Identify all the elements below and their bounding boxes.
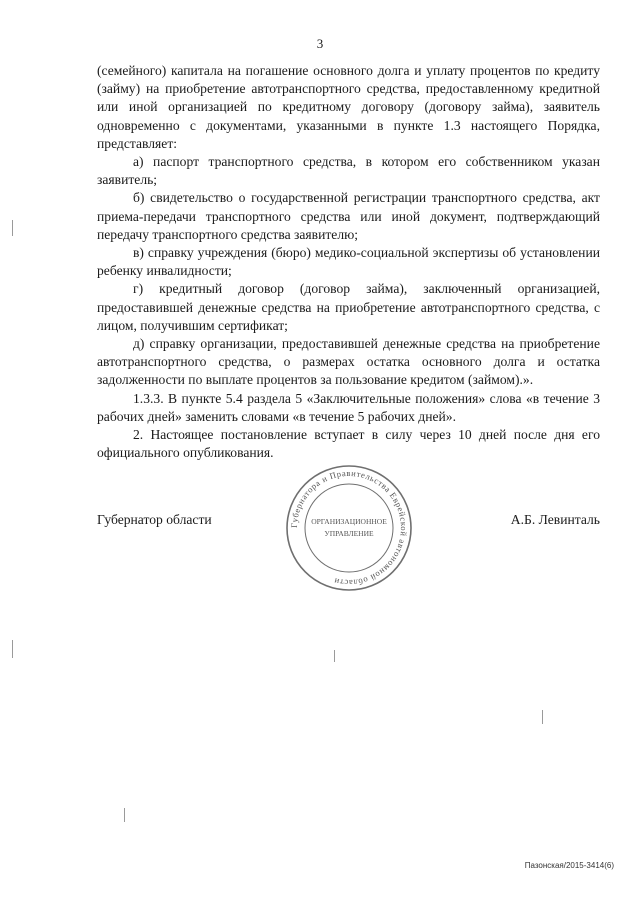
stamp-inner-line-2: УПРАВЛЕНИЕ bbox=[324, 529, 374, 538]
scan-mark bbox=[542, 710, 543, 724]
stamp-inner-line-1: ОРГАНИЗАЦИОННОЕ bbox=[311, 517, 387, 526]
stamp-middle-ring bbox=[305, 484, 393, 572]
stamp-ring-textpath: Губернатора и Правительства Еврейской автономной области bbox=[288, 467, 410, 589]
scan-mark bbox=[12, 220, 13, 236]
paragraph: в) справку учреждения (бюро) медико-социальной экспертизы об установлении ребенку инвалидности; bbox=[97, 245, 600, 279]
scan-mark bbox=[334, 650, 335, 662]
paragraph: 1.3.3. В пункте 5.4 раздела 5 «Заключительные положения» слова «в течение 3 рабочих дней» заменить словами «в течение 5 рабочих дней». bbox=[97, 390, 600, 424]
scan-mark bbox=[124, 808, 125, 822]
paragraph: 2. Настоящее постановление вступает в силу через 10 дней после дня его официального опубликования. bbox=[97, 427, 600, 461]
signatory-name: А.Б. Левинталь bbox=[510, 512, 600, 527]
signatory-position: Губернатор области bbox=[97, 512, 212, 527]
paragraph: б) свидетельство о государственной регистрации транспортного средства, акт приема-передачи транспортного средства или иной документ, подтверждающий передачу транспортного средства заявителю; bbox=[97, 190, 600, 242]
paragraph: а) паспорт транспортного средства, в котором его собственником указан заявитель; bbox=[97, 154, 600, 188]
paragraph: (семейного) капитала на погашение основного долга и уплату процентов по кредиту (займу) на приобретение автотранспортного средства, предоставленному кредитной или иной организацией по кредитному договору (договору займа), заявитель одновременно с документами, указанными в пункте 1.3 настоящего Порядка, представляет: bbox=[97, 63, 600, 151]
footer-document-code: Пазонская/2015-3414(6) bbox=[524, 861, 614, 870]
paragraph: д) справку организации, предоставившей денежные средства на приобретение автотранспортного средства, о размерах остатка основного долга и остатка задолженности по выплате процентов за пользование кредитом (займом).». bbox=[97, 336, 600, 388]
paragraph: г) кредитный договор (договор займа), заключенный организацией, предоставившей денежные средства на приобретение автотранспортного средства, с лицом, получившим сертификат; bbox=[97, 281, 600, 333]
official-stamp bbox=[283, 462, 415, 594]
document-body bbox=[97, 62, 600, 462]
page-number: 3 bbox=[316, 36, 324, 51]
scan-mark bbox=[12, 640, 13, 658]
stamp-ring-text bbox=[289, 468, 409, 588]
stamp-outer-ring bbox=[287, 466, 411, 590]
